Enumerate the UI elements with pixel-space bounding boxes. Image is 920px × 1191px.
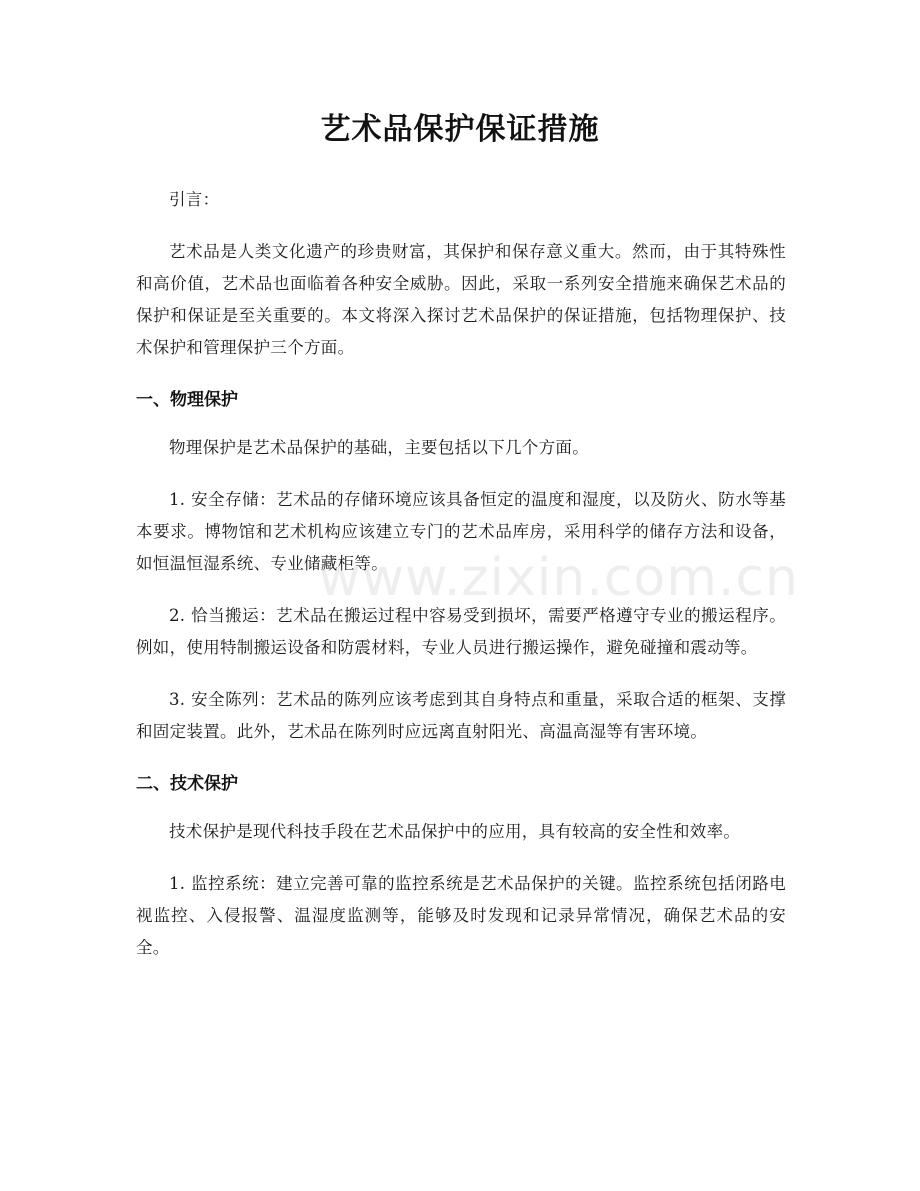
list-item: 1. 安全存储：艺术品的存储环境应该具备恒定的温度和湿度，以及防火、防水等基本要求。博物馆和艺术机构应该建立专门的艺术品库房，采用科学的储存方法和设备，如恒温恒湿系统、专业储藏柜等。 xyxy=(136,490,786,573)
list-item: 2. 恰当搬运：艺术品在搬运过程中容易受到损坏，需要严格遵守专业的搬运程序。例如，使用特制搬运设备和防震材料，专业人员进行搬运操作，避免碰撞和震动等。 xyxy=(136,606,786,657)
list-item: 1. 监控系统：建立完善可靠的监控系统是艺术品保护的关键。监控系统包括闭路电视监控、入侵报警、温湿度监测等，能够及时发现和记录异常情况，确保艺术品的安全。 xyxy=(136,874,786,957)
document-title: 艺术品保护保证措施 xyxy=(320,112,600,147)
section-heading-physical: 一、物理保护 xyxy=(136,390,238,410)
document-body xyxy=(136,184,786,984)
watermark: www.zixin.com.cn xyxy=(318,548,799,608)
section-intro-physical: 物理保护是艺术品保护的基础，主要包括以下几个方面。 xyxy=(169,438,589,457)
section-intro-technical: 技术保护是现代科技手段在艺术品保护中的应用，具有较高的安全性和效率。 xyxy=(169,822,741,841)
list-item: 3. 安全陈列：艺术品的陈列应该考虑到其自身特点和重量，采取合适的框架、支撑和固定装置。此外，艺术品在陈列时应远离直射阳光、高温高湿等有害环境。 xyxy=(136,690,786,741)
section-heading-technical: 二、技术保护 xyxy=(136,774,238,794)
intro-paragraph: 艺术品是人类文化遗产的珍贵财富，其保护和保存意义重大。然而，由于其特殊性和高价值，艺术品也面临着各种安全威胁。因此，采取一系列安全措施来确保艺术品的保护和保证是至关重要的。本文将深入探讨艺术品保护的保证措施，包括物理保护、技术保护和管理保护三个方面。 xyxy=(136,242,786,357)
intro-label: 引言： xyxy=(169,190,220,209)
